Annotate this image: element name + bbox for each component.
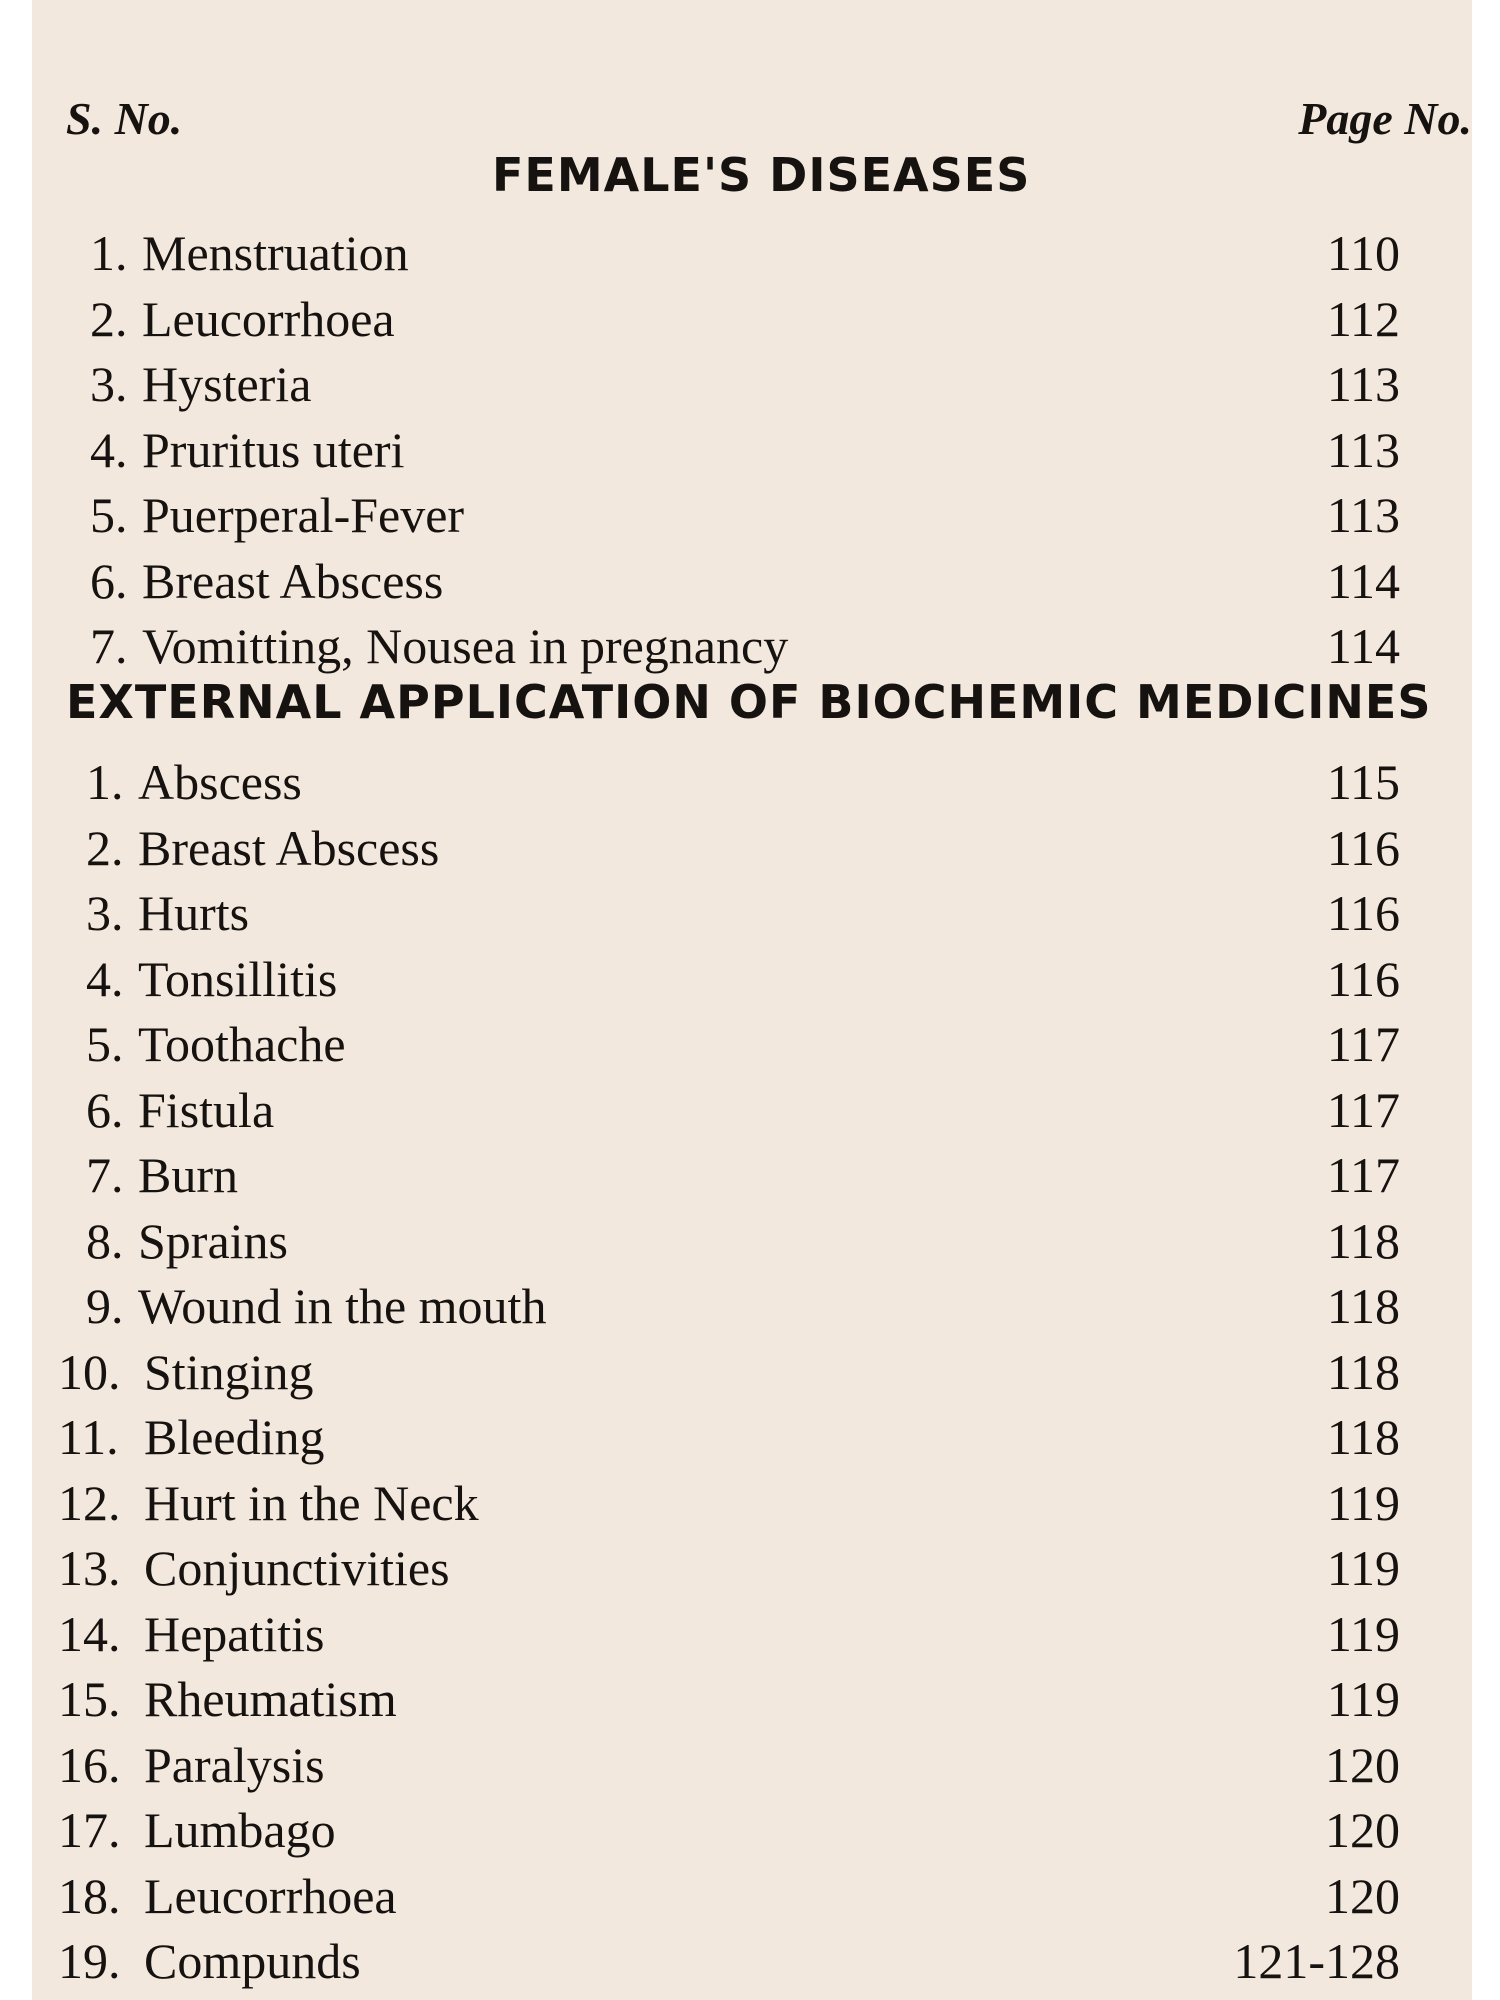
toc-entry bbox=[32, 1473, 1400, 1533]
entry-page-number: 113 bbox=[1326, 487, 1400, 543]
entry-title: Hurts bbox=[138, 885, 250, 941]
toc-entry bbox=[32, 949, 1400, 1009]
entry-page-number: 119 bbox=[1326, 1540, 1400, 1596]
entry-number: 10. bbox=[58, 1343, 121, 1400]
entry-number: 8. bbox=[86, 1212, 124, 1269]
toc-entry bbox=[32, 1538, 1400, 1598]
entry-number: 6. bbox=[90, 552, 128, 609]
entry-page-number: 116 bbox=[1326, 819, 1400, 876]
toc-entry bbox=[32, 485, 1400, 545]
entry-title: Menstruation bbox=[142, 225, 409, 281]
entry-title: Lumbago bbox=[144, 1802, 336, 1858]
toc-entry bbox=[32, 883, 1400, 943]
toc-entry bbox=[32, 616, 1400, 676]
entry-title: Bleeding bbox=[144, 1409, 325, 1465]
entry-title: Vomitting, Nousea in pregnancy bbox=[142, 618, 789, 674]
entry-number: 17. bbox=[58, 1802, 121, 1858]
toc-entry bbox=[32, 1931, 1400, 1991]
entry-title: Rheumatism bbox=[144, 1671, 397, 1727]
toc-entry bbox=[32, 1276, 1400, 1336]
entry-page-number: 119 bbox=[1326, 1474, 1400, 1531]
entry-title: Paralysis bbox=[144, 1736, 325, 1793]
entry-page-number: 120 bbox=[1325, 1802, 1400, 1858]
entry-number: 1. bbox=[90, 225, 128, 281]
entry-title: Tonsillitis bbox=[138, 950, 338, 1007]
toc-entry bbox=[32, 1080, 1400, 1140]
entry-title: Stinging bbox=[144, 1343, 314, 1400]
entry-page-number: 117 bbox=[1326, 1147, 1400, 1203]
entry-page-number: 113 bbox=[1326, 421, 1400, 478]
entry-page-number: 118 bbox=[1326, 1409, 1400, 1465]
entry-page-number: 114 bbox=[1326, 618, 1400, 674]
entry-number: 7. bbox=[86, 1147, 124, 1203]
entry-number: 11. bbox=[58, 1409, 119, 1465]
entry-page-number: 117 bbox=[1326, 1016, 1400, 1072]
entry-page-number: 119 bbox=[1326, 1605, 1400, 1662]
entry-title: Leucorrhoea bbox=[142, 290, 395, 347]
entry-number: 3. bbox=[86, 885, 124, 941]
entry-number: 13. bbox=[58, 1540, 121, 1596]
entry-page-number: 120 bbox=[1325, 1736, 1400, 1793]
entry-title: Hurt in the Neck bbox=[144, 1474, 479, 1531]
section-heading-female-diseases: FEMALE'S DISEASES bbox=[492, 148, 1031, 202]
entry-title: Breast Abscess bbox=[142, 552, 444, 609]
entry-number: 19. bbox=[58, 1933, 121, 1989]
toc-entry bbox=[32, 1342, 1400, 1402]
toc-entry bbox=[32, 1735, 1400, 1795]
entry-title: Abscess bbox=[138, 754, 302, 810]
entry-title: Wound in the mouth bbox=[138, 1278, 547, 1334]
section-heading-external-application: EXTERNAL APPLICATION OF BIOCHEMIC MEDICINES bbox=[66, 675, 1432, 729]
entry-number: 6. bbox=[86, 1081, 124, 1138]
page-number-header: Page No. bbox=[1298, 93, 1472, 144]
entry-page-number: 113 bbox=[1326, 356, 1400, 412]
toc-entry bbox=[32, 818, 1400, 878]
toc-entry bbox=[32, 354, 1400, 414]
entry-number: 18. bbox=[58, 1867, 121, 1924]
entry-number: 16. bbox=[58, 1736, 121, 1793]
toc-entry bbox=[32, 1604, 1400, 1664]
book-page bbox=[32, 0, 1472, 2000]
entry-title: Hysteria bbox=[142, 356, 312, 412]
toc-entry bbox=[32, 1800, 1400, 1860]
entry-title: Pruritus uteri bbox=[142, 421, 405, 478]
entry-title: Sprains bbox=[138, 1212, 288, 1269]
entry-number: 2. bbox=[90, 290, 128, 347]
entry-title: Puerperal-Fever bbox=[142, 487, 465, 543]
entry-title: Burn bbox=[138, 1147, 238, 1203]
entry-number: 12. bbox=[58, 1474, 121, 1531]
entry-number: 15. bbox=[58, 1671, 121, 1727]
entry-number: 4. bbox=[86, 950, 124, 1007]
entry-title: Hepatitis bbox=[144, 1605, 325, 1662]
entry-number: 5. bbox=[86, 1016, 124, 1072]
toc-entry bbox=[32, 1407, 1400, 1467]
entry-title: Conjunctivities bbox=[144, 1540, 450, 1596]
entry-number: 9. bbox=[86, 1278, 124, 1334]
entry-number: 14. bbox=[58, 1605, 121, 1662]
entry-page-number: 115 bbox=[1326, 754, 1400, 810]
entry-number: 1. bbox=[86, 754, 124, 810]
toc-entry bbox=[32, 289, 1400, 349]
entry-number: 4. bbox=[90, 421, 128, 478]
entry-page-number: 120 bbox=[1325, 1867, 1400, 1924]
toc-entry bbox=[32, 1211, 1400, 1271]
entry-number: 5. bbox=[90, 487, 128, 543]
toc-entry bbox=[32, 223, 1400, 283]
entry-title: Compunds bbox=[144, 1933, 361, 1989]
entry-page-number: 116 bbox=[1326, 950, 1400, 1007]
entry-title: Leucorrhoea bbox=[144, 1867, 397, 1924]
entry-page-number: 112 bbox=[1326, 290, 1400, 347]
entry-page-number: 121-128 bbox=[1233, 1933, 1400, 1989]
toc-entry bbox=[32, 1145, 1400, 1205]
toc-entry bbox=[32, 1669, 1400, 1729]
entry-title: Fistula bbox=[138, 1081, 275, 1138]
entry-number: 2. bbox=[86, 819, 124, 876]
entry-title: Toothache bbox=[138, 1016, 346, 1072]
toc-entry bbox=[32, 551, 1400, 611]
entry-page-number: 116 bbox=[1326, 885, 1400, 941]
entry-page-number: 118 bbox=[1326, 1278, 1400, 1334]
entry-number: 3. bbox=[90, 356, 128, 412]
toc-entry bbox=[32, 420, 1400, 480]
toc-entry bbox=[32, 1014, 1400, 1074]
entry-page-number: 117 bbox=[1326, 1081, 1400, 1138]
entry-number: 7. bbox=[90, 618, 128, 674]
toc-entry bbox=[32, 1866, 1400, 1926]
entry-page-number: 114 bbox=[1326, 552, 1400, 609]
entry-page-number: 118 bbox=[1326, 1212, 1400, 1269]
toc-entry bbox=[32, 752, 1400, 812]
entry-page-number: 110 bbox=[1326, 225, 1400, 281]
entry-page-number: 119 bbox=[1326, 1671, 1400, 1727]
entry-title: Breast Abscess bbox=[138, 819, 440, 876]
entry-page-number: 118 bbox=[1326, 1343, 1400, 1400]
serial-number-header: S. No. bbox=[66, 93, 183, 144]
